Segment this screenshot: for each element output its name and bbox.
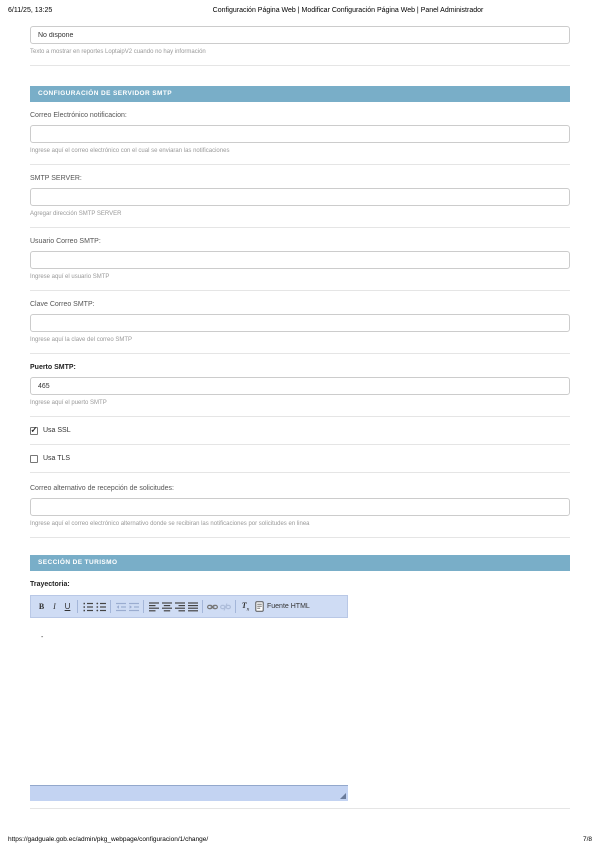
section-header-smtp: CONFIGURACIÓN DE SERVIDOR SMTP (30, 86, 570, 102)
checkmark-icon: ✓ (30, 425, 38, 434)
print-page-number: 7/8 (582, 836, 592, 843)
align-right-icon (175, 602, 185, 612)
align-left-icon (149, 602, 159, 612)
form-content (30, 26, 570, 809)
resize-handle-icon[interactable] (340, 793, 346, 799)
use-tls-label: Usa TLS (43, 455, 71, 462)
source-button[interactable] (252, 598, 313, 615)
toolbar-separator (77, 600, 78, 613)
editor-text: - (41, 634, 44, 641)
remove-format-button[interactable] (239, 598, 252, 615)
outdent-button[interactable] (114, 598, 127, 615)
editor-toolbar (30, 595, 348, 618)
smtp-server-input[interactable] (30, 188, 570, 206)
align-right-button[interactable] (173, 598, 186, 615)
smtp-password-help: Ingrese aquí la clave del correo SMTP (30, 337, 133, 343)
toolbar-separator (202, 600, 203, 613)
italic-button[interactable]: I (53, 602, 56, 611)
align-left-button[interactable] (147, 598, 160, 615)
smtp-port-help: Ingrese aquí el puerto SMTP (30, 400, 107, 406)
indent-button[interactable] (127, 598, 140, 615)
bold-button[interactable]: B (38, 602, 45, 611)
divider (30, 227, 570, 228)
unlink-button[interactable] (219, 598, 232, 615)
smtp-port-input[interactable] (30, 377, 570, 395)
link-icon (207, 602, 218, 612)
richtext-editor (30, 595, 348, 801)
divider (30, 353, 570, 354)
use-tls-row (30, 454, 570, 463)
divider (30, 444, 570, 445)
divider (30, 164, 570, 165)
editor-content[interactable] (30, 618, 348, 785)
divider (30, 290, 570, 291)
divider (30, 65, 570, 66)
divider (30, 472, 570, 473)
print-datetime: 6/11/25, 13:25 (8, 7, 53, 14)
source-button-label: Fuente HTML (267, 603, 310, 610)
smtp-server-help: Agregar dirección SMTP SERVER (30, 211, 122, 217)
ordered-list-icon (83, 602, 93, 612)
smtp-port-label: Puerto SMTP: (30, 364, 76, 371)
alt-email-label: Correo alternativo de recepción de solicitudes: (30, 485, 174, 492)
outdent-icon (116, 602, 126, 612)
email-notification-label: Correo Electrónico notificacion: (30, 112, 127, 119)
underline-button[interactable]: U (64, 602, 71, 611)
alt-email-help: Ingrese aquí el correo electrónico alternativo donde se recibiran las notificaciones por solicitudes en linea (30, 521, 310, 527)
smtp-user-input[interactable] (30, 251, 570, 269)
use-ssl-row (30, 426, 570, 435)
align-justify-button[interactable] (186, 598, 199, 615)
divider (30, 416, 570, 417)
print-url: https://gadguale.gob.ec/admin/pkg_webpage/configuracion/1/change/ (8, 836, 209, 843)
toolbar-separator (110, 600, 111, 613)
remove-format-icon: $T_x$ (241, 600, 250, 613)
unlink-icon (220, 602, 231, 612)
use-ssl-label: Usa SSL (43, 427, 71, 434)
smtp-user-help: Ingrese aquí el usuario SMTP (30, 274, 110, 280)
toolbar-separator (143, 600, 144, 613)
email-notification-input[interactable] (30, 125, 570, 143)
editor-bottom-bar (30, 785, 348, 801)
no-dispone-input[interactable] (30, 26, 570, 44)
use-tls-checkbox[interactable] (30, 455, 38, 463)
link-button[interactable] (206, 598, 219, 615)
bullet-list-button[interactable] (94, 598, 107, 615)
smtp-password-input[interactable] (30, 314, 570, 332)
smtp-server-label: SMTP SERVER: (30, 175, 82, 182)
align-center-icon (162, 602, 172, 612)
align-center-button[interactable] (160, 598, 173, 615)
use-ssl-checkbox[interactable] (30, 427, 38, 435)
no-dispone-help: Texto a mostrar en reportes LoptaipV2 cuando no hay información (30, 49, 206, 55)
smtp-user-label: Usuario Correo SMTP: (30, 238, 101, 245)
toolbar-separator (235, 600, 236, 613)
divider (30, 537, 570, 538)
bullet-list-icon (96, 602, 106, 612)
print-title: Configuración Página Web | Modificar Configuración Página Web | Panel Administrador (212, 7, 484, 14)
smtp-password-label: Clave Correo SMTP: (30, 301, 95, 308)
ordered-list-button[interactable] (81, 598, 94, 615)
source-document-icon (255, 601, 264, 612)
section-header-turismo: SECCIÓN DE TURISMO (30, 555, 570, 571)
indent-icon (129, 602, 139, 612)
align-justify-icon (188, 602, 198, 612)
trayectoria-label: Trayectoria: (30, 581, 70, 588)
alt-email-input[interactable] (30, 498, 570, 516)
divider (30, 808, 570, 809)
print-header (8, 7, 592, 17)
email-notification-help: Ingrese aquí el correo electrónico con el cual se enviaran las notificaciones (30, 148, 230, 154)
